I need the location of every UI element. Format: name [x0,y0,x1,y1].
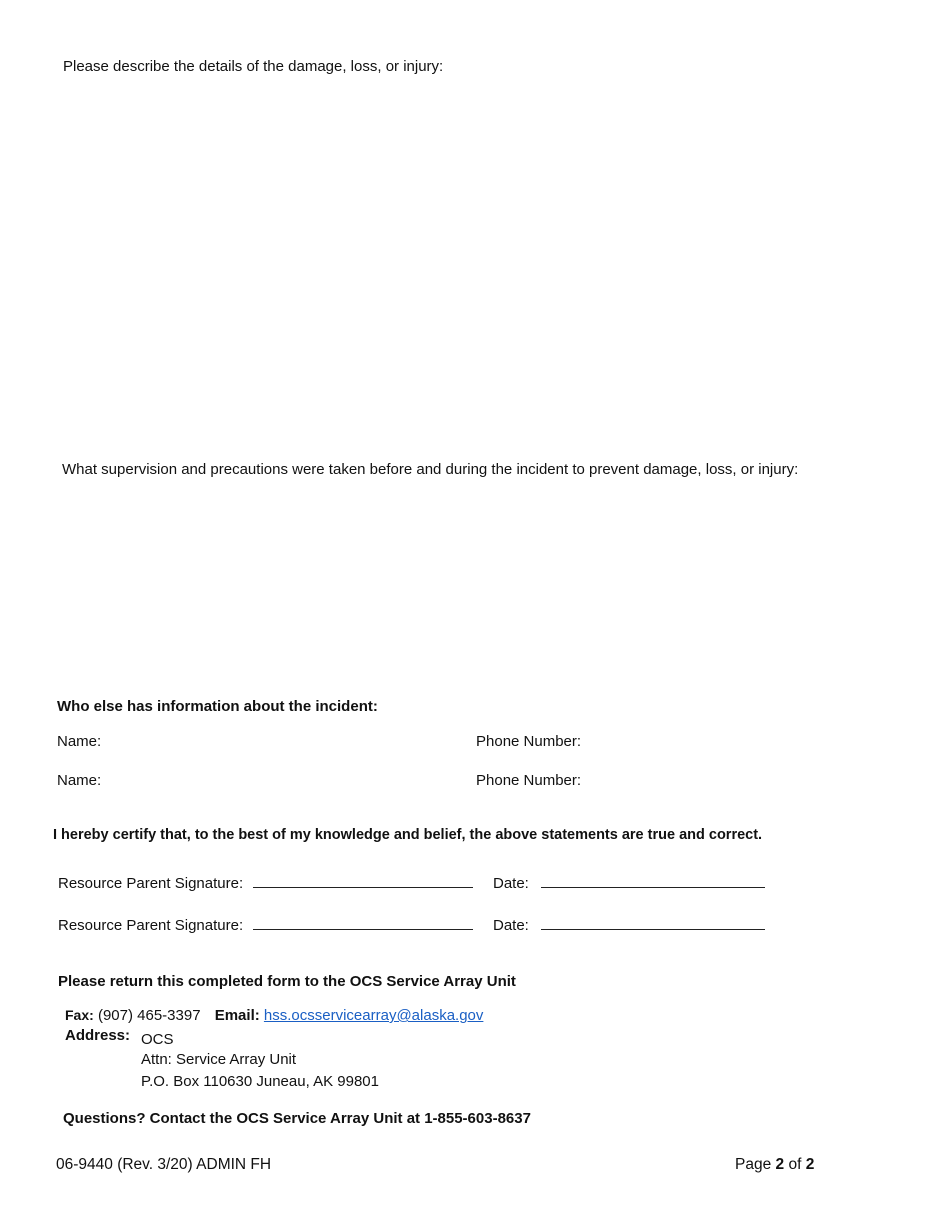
questions-contact: Questions? Contact the OCS Service Array Unit at 1-855-603-8637 [63,1110,531,1127]
date-label-1: Date: [493,875,529,892]
page-current: 2 [775,1156,785,1173]
email-link[interactable]: hss.ocsservicearray@alaska.gov [263,1007,484,1024]
witness-name-label-1: Name: [57,733,102,750]
signature-label-1: Resource Parent Signature: [58,875,244,892]
address-line-1: OCS [141,1031,174,1048]
fax-label: Fax: [65,1007,94,1023]
witnesses-heading: Who else has information about the incident: [57,698,378,715]
email-label: Email: [214,1007,260,1024]
damage-details-label: Please describe the details of the damage, loss, or injury: [63,58,444,75]
fax-number: (907) 465-3397 [97,1007,201,1024]
date-row-2 [493,917,765,934]
date-row-1 [493,875,765,892]
date-line-1[interactable] [541,886,765,888]
return-heading: Please return this completed form to the OCS Service Array Unit [58,973,516,990]
address-label: Address: [65,1027,131,1044]
form-id: 06-9440 (Rev. 3/20) ADMIN FH [56,1156,272,1173]
date-label-2: Date: [493,917,529,934]
contact-line [65,1007,483,1024]
witness-phone-label-1: Phone Number: [476,733,582,750]
page-total: 2 [805,1156,815,1173]
signature-row-1 [58,875,473,892]
signature-line-1[interactable] [253,886,473,888]
page-number [735,1156,814,1174]
address-line-3: P.O. Box 110630 Juneau, AK 99801 [141,1073,379,1090]
signature-row-2 [58,917,473,934]
supervision-label: What supervision and precautions were taken before and during the incident to prevent damage, loss, or injury: [62,461,799,478]
address-line-2: Attn: Service Array Unit [141,1051,297,1068]
date-line-2[interactable] [541,928,765,930]
page-of: of [788,1156,802,1173]
witness-phone-label-2: Phone Number: [476,772,582,789]
signature-line-2[interactable] [253,928,473,930]
signature-label-2: Resource Parent Signature: [58,917,244,934]
page-prefix: Page [735,1156,772,1173]
certification-statement: I hereby certify that, to the best of my knowledge and belief, the above statements are true and correct. [53,827,763,843]
witness-name-label-2: Name: [57,772,102,789]
